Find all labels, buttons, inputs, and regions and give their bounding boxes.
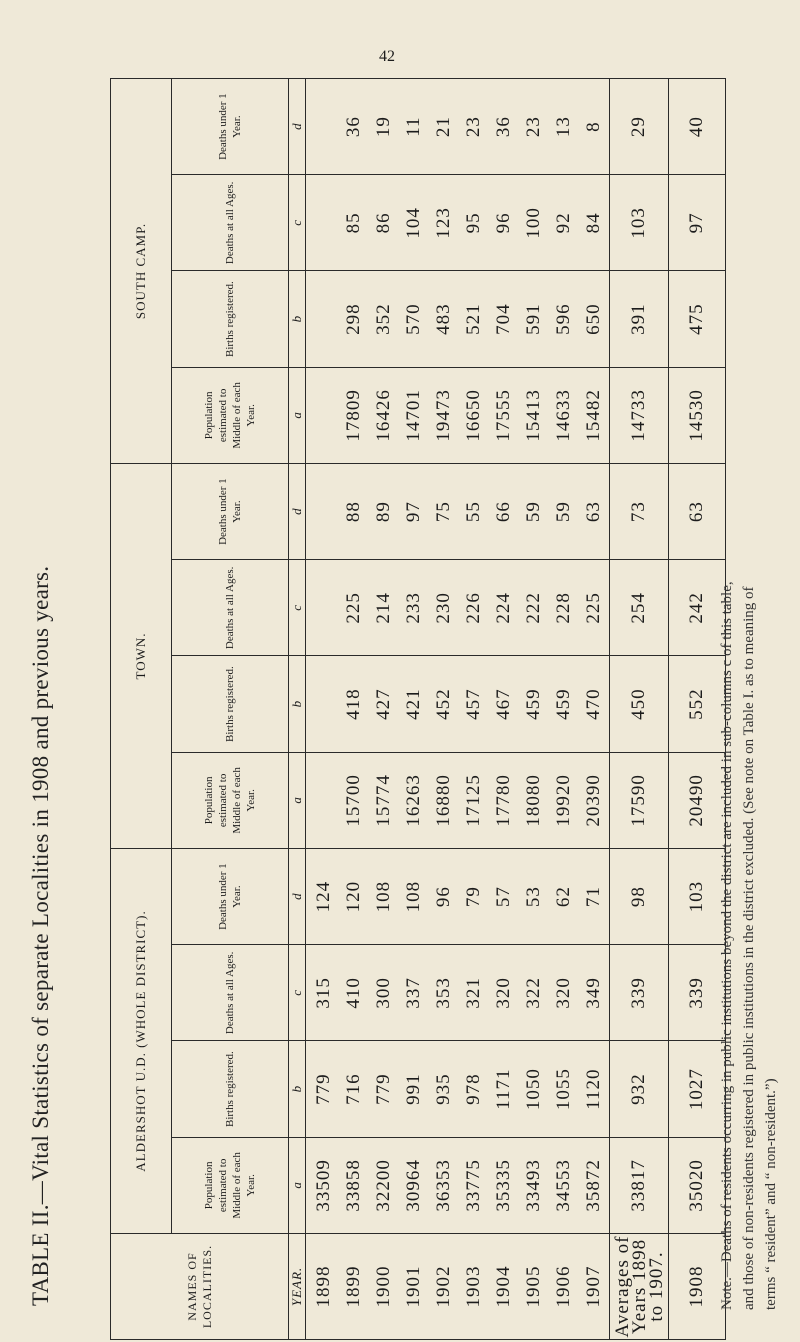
averages-label: Averages of Years 1898 to 1907. <box>610 1234 669 1340</box>
value-cell: 63 <box>669 464 726 560</box>
subheader-population: Population estimated to Middle of each Year. <box>172 752 289 848</box>
table-row <box>489 79 519 1340</box>
year-cell: 1908 <box>669 1234 726 1340</box>
value-cell: 14530 <box>669 367 726 463</box>
subheader-population: Population estimated to Middle of each Year. <box>172 1137 289 1233</box>
subheader-births: Births registered. <box>172 271 289 367</box>
column-symbol: c <box>289 175 306 271</box>
value-cell: 459 <box>549 656 579 752</box>
column-symbol: b <box>289 271 306 367</box>
subheader-deaths-under-1: Deaths under 1 Year. <box>172 849 289 945</box>
value-cell: 59 <box>519 464 549 560</box>
value-cell: 427 <box>369 656 399 752</box>
value-cell: 483 <box>429 271 459 367</box>
column-symbol: a <box>289 1137 306 1233</box>
year-cell: 1904 <box>489 1234 519 1340</box>
value-cell: 470 <box>579 656 610 752</box>
value-cell: 339 <box>610 945 669 1041</box>
value-cell: 73 <box>610 464 669 560</box>
value-cell: 337 <box>399 945 429 1041</box>
value-cell: 521 <box>459 271 489 367</box>
year-cell: 1899 <box>339 1234 369 1340</box>
year-cell: 1898 <box>306 1234 340 1340</box>
value-cell: 108 <box>369 849 399 945</box>
column-symbol: b <box>289 1041 306 1137</box>
subheader-births: Births registered. <box>172 1041 289 1137</box>
value-cell: 35020 <box>669 1137 726 1233</box>
value-cell: 339 <box>669 945 726 1041</box>
value-cell: 349 <box>579 945 610 1041</box>
value-cell: 14733 <box>610 367 669 463</box>
value-cell: 92 <box>549 175 579 271</box>
value-cell: 1171 <box>489 1041 519 1137</box>
year-cell: 1906 <box>549 1234 579 1340</box>
value-cell: 300 <box>369 945 399 1041</box>
value-cell: 457 <box>459 656 489 752</box>
table-row <box>306 79 340 1340</box>
value-cell: 40 <box>669 79 726 175</box>
value-cell: 15774 <box>369 752 399 848</box>
value-cell: 29 <box>610 79 669 175</box>
value-cell: 298 <box>339 271 369 367</box>
value-cell: 322 <box>519 945 549 1041</box>
table-row <box>549 79 579 1340</box>
value-cell: 15482 <box>579 367 610 463</box>
value-cell: 14633 <box>549 367 579 463</box>
value-cell <box>306 79 340 175</box>
value-cell: 62 <box>549 849 579 945</box>
value-cell: 779 <box>306 1041 340 1137</box>
value-cell: 36 <box>339 79 369 175</box>
footnote-line: Note.—Deaths of residents occurring in public institutions beyond the district are included in sub-columns c of this table, <box>719 581 735 1310</box>
value-cell: 552 <box>669 656 726 752</box>
subheader-deaths-all-ages: Deaths at all Ages. <box>172 560 289 656</box>
value-cell: 16263 <box>399 752 429 848</box>
value-cell: 20390 <box>579 752 610 848</box>
value-cell: 935 <box>429 1041 459 1137</box>
value-cell: 315 <box>306 945 340 1041</box>
value-cell: 33493 <box>519 1137 549 1233</box>
value-cell <box>306 271 340 367</box>
value-cell: 353 <box>429 945 459 1041</box>
value-cell: 459 <box>519 656 549 752</box>
value-cell: 98 <box>610 849 669 945</box>
year-cell: 1902 <box>429 1234 459 1340</box>
averages-row <box>610 79 669 1340</box>
value-cell: 16650 <box>459 367 489 463</box>
value-cell: 214 <box>369 560 399 656</box>
value-cell <box>306 752 340 848</box>
table-title: TABLE II.—Vital Statistics of separate Localities in 1908 and previous years. <box>28 565 53 1306</box>
value-cell: 57 <box>489 849 519 945</box>
subheader-deaths-all-ages: Deaths at all Ages. <box>172 945 289 1041</box>
value-cell: 418 <box>339 656 369 752</box>
column-symbol: d <box>289 79 306 175</box>
page-number: 42 <box>379 48 395 65</box>
value-cell <box>306 464 340 560</box>
value-cell: 716 <box>339 1041 369 1137</box>
table-row <box>429 79 459 1340</box>
value-cell: 17809 <box>339 367 369 463</box>
value-cell: 650 <box>579 271 610 367</box>
value-cell: 104 <box>399 175 429 271</box>
value-cell: 320 <box>489 945 519 1041</box>
table-row <box>399 79 429 1340</box>
value-cell: 17590 <box>610 752 669 848</box>
subheader-births: Births registered. <box>172 656 289 752</box>
value-cell: 233 <box>399 560 429 656</box>
value-cell: 15700 <box>339 752 369 848</box>
vital-statistics-table <box>110 78 705 1340</box>
value-cell: 226 <box>459 560 489 656</box>
subheader-deaths-under-1: Deaths under 1 Year. <box>172 464 289 560</box>
value-cell: 475 <box>669 271 726 367</box>
value-cell: 230 <box>429 560 459 656</box>
value-cell: 225 <box>579 560 610 656</box>
group-town-header: TOWN. <box>111 464 172 849</box>
value-cell: 108 <box>399 849 429 945</box>
year-cell: 1900 <box>369 1234 399 1340</box>
value-cell: 17555 <box>489 367 519 463</box>
value-cell <box>306 656 340 752</box>
value-cell: 85 <box>339 175 369 271</box>
subheader-deaths-under-1: Deaths under 1 Year. <box>172 79 289 175</box>
column-symbol: d <box>289 464 306 560</box>
value-cell: 15413 <box>519 367 549 463</box>
value-cell: 34553 <box>549 1137 579 1233</box>
value-cell: 19920 <box>549 752 579 848</box>
value-cell: 75 <box>429 464 459 560</box>
value-cell: 17125 <box>459 752 489 848</box>
column-symbol: a <box>289 367 306 463</box>
value-cell: 570 <box>399 271 429 367</box>
value-cell: 932 <box>610 1041 669 1137</box>
value-cell: 33817 <box>610 1137 669 1233</box>
value-cell: 450 <box>610 656 669 752</box>
value-cell: 222 <box>519 560 549 656</box>
value-cell: 228 <box>549 560 579 656</box>
value-cell: 591 <box>519 271 549 367</box>
value-cell: 596 <box>549 271 579 367</box>
value-cell: 33509 <box>306 1137 340 1233</box>
value-cell: 391 <box>610 271 669 367</box>
value-cell: 13 <box>549 79 579 175</box>
value-cell: 63 <box>579 464 610 560</box>
value-cell: 35872 <box>579 1137 610 1233</box>
value-cell: 36 <box>489 79 519 175</box>
value-cell: 18080 <box>519 752 549 848</box>
value-cell: 35335 <box>489 1137 519 1233</box>
value-cell: 21 <box>429 79 459 175</box>
value-cell: 103 <box>669 849 726 945</box>
footnote-line: and those of non-residents registered in public institutions in the district excluded. (See note on Table I. as to meaning of <box>741 586 757 1310</box>
value-cell: 704 <box>489 271 519 367</box>
value-cell: 100 <box>519 175 549 271</box>
value-cell: 88 <box>339 464 369 560</box>
value-cell: 14701 <box>399 367 429 463</box>
column-symbol: b <box>289 656 306 752</box>
footnote-line: terms “ resident” and “ non-resident.”) <box>763 1078 779 1310</box>
value-cell: 1055 <box>549 1041 579 1137</box>
value-cell: 33775 <box>459 1137 489 1233</box>
value-cell: 103 <box>610 175 669 271</box>
value-cell: 96 <box>429 849 459 945</box>
value-cell: 23 <box>519 79 549 175</box>
value-cell: 96 <box>489 175 519 271</box>
value-cell: 97 <box>399 464 429 560</box>
value-cell: 89 <box>369 464 399 560</box>
value-cell: 421 <box>399 656 429 752</box>
names-of-localities-header: NAMES OF LOCALITIES. <box>111 1234 289 1340</box>
value-cell: 254 <box>610 560 669 656</box>
value-cell: 242 <box>669 560 726 656</box>
value-cell: 352 <box>369 271 399 367</box>
group-south-camp-header: SOUTH CAMP. <box>111 79 172 464</box>
column-symbol: d <box>289 849 306 945</box>
subheader-deaths-all-ages: Deaths at all Ages. <box>172 175 289 271</box>
value-cell: 79 <box>459 849 489 945</box>
table-footnote <box>716 60 782 1310</box>
year-cell: 1905 <box>519 1234 549 1340</box>
table-row <box>579 79 610 1340</box>
value-cell: 32200 <box>369 1137 399 1233</box>
subheader-population: Population estimated to Middle of each Year. <box>172 367 289 463</box>
column-symbol: c <box>289 560 306 656</box>
value-cell: 321 <box>459 945 489 1041</box>
table-row <box>459 79 489 1340</box>
year-cell: 1903 <box>459 1234 489 1340</box>
value-cell: 16426 <box>369 367 399 463</box>
value-cell: 225 <box>339 560 369 656</box>
group-aldershot-header: ALDERSHOT U.D. (WHOLE DISTRICT). <box>111 849 172 1234</box>
value-cell: 8 <box>579 79 610 175</box>
value-cell: 320 <box>549 945 579 1041</box>
value-cell: 11 <box>399 79 429 175</box>
value-cell: 991 <box>399 1041 429 1137</box>
value-cell: 19 <box>369 79 399 175</box>
value-cell: 978 <box>459 1041 489 1137</box>
value-cell: 66 <box>489 464 519 560</box>
column-symbol: c <box>289 945 306 1041</box>
value-cell <box>306 175 340 271</box>
value-cell <box>306 367 340 463</box>
value-cell: 124 <box>306 849 340 945</box>
table-row <box>339 79 369 1340</box>
value-cell: 84 <box>579 175 610 271</box>
year-header: YEAR. <box>289 1234 306 1340</box>
value-cell: 53 <box>519 849 549 945</box>
value-cell: 1050 <box>519 1041 549 1137</box>
value-cell: 23 <box>459 79 489 175</box>
value-cell: 1027 <box>669 1041 726 1137</box>
value-cell: 36353 <box>429 1137 459 1233</box>
value-cell: 123 <box>429 175 459 271</box>
value-cell: 467 <box>489 656 519 752</box>
value-cell: 19473 <box>429 367 459 463</box>
value-cell: 71 <box>579 849 610 945</box>
value-cell: 779 <box>369 1041 399 1137</box>
value-cell: 120 <box>339 849 369 945</box>
value-cell: 410 <box>339 945 369 1041</box>
value-cell: 20490 <box>669 752 726 848</box>
table-row <box>369 79 399 1340</box>
value-cell: 1120 <box>579 1041 610 1137</box>
value-cell: 97 <box>669 175 726 271</box>
value-cell: 224 <box>489 560 519 656</box>
value-cell: 30964 <box>399 1137 429 1233</box>
column-symbol: a <box>289 752 306 848</box>
value-cell <box>306 560 340 656</box>
value-cell: 59 <box>549 464 579 560</box>
value-cell: 55 <box>459 464 489 560</box>
value-cell: 95 <box>459 175 489 271</box>
table-row <box>519 79 549 1340</box>
value-cell: 17780 <box>489 752 519 848</box>
value-cell: 33858 <box>339 1137 369 1233</box>
year-cell: 1907 <box>579 1234 610 1340</box>
value-cell: 452 <box>429 656 459 752</box>
value-cell: 16880 <box>429 752 459 848</box>
value-cell: 86 <box>369 175 399 271</box>
year-cell: 1901 <box>399 1234 429 1340</box>
